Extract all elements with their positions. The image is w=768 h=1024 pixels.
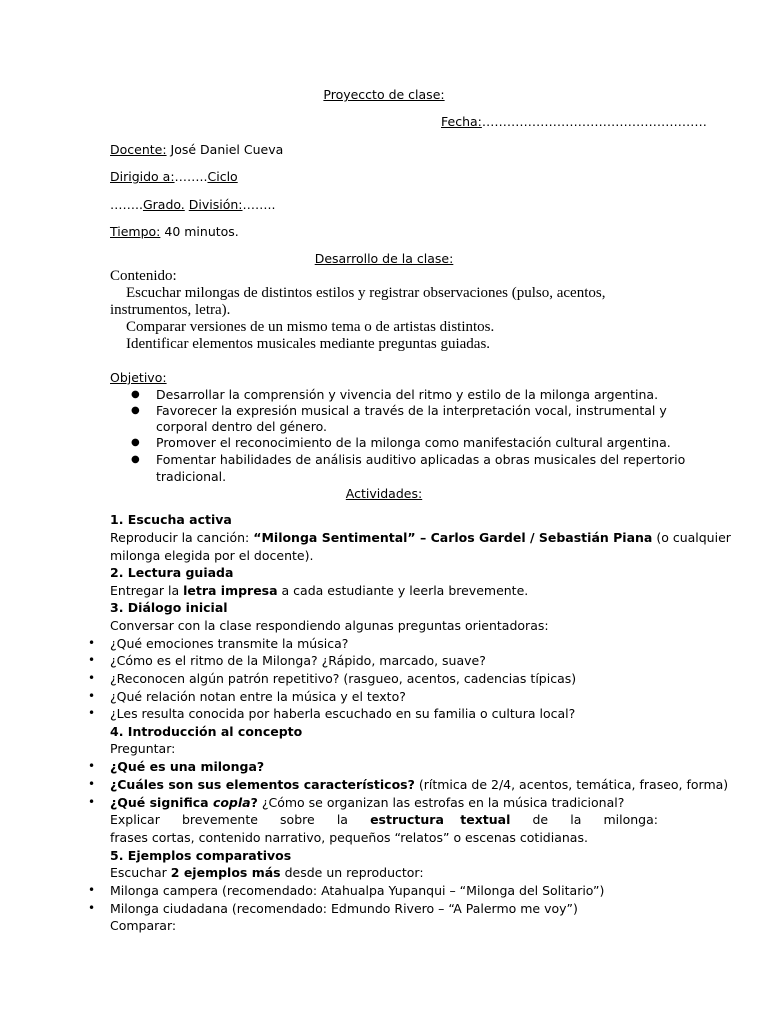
bullet: •: [88, 671, 96, 685]
bullet: •: [88, 883, 96, 897]
docente-value: José Daniel Cueva: [166, 142, 284, 157]
objetivo-item-3: Promover el reconocimiento de la milonga como manifestación cultural argentina.: [156, 435, 671, 450]
bullet: •: [88, 777, 96, 791]
estructura-textual: estructura textual: [370, 812, 511, 827]
concept-question-2-rest: (rítmica de 2/4, acentos, temática, fraseo, forma): [414, 777, 729, 792]
dirigido-line: [110, 168, 238, 185]
letra-impresa: letra impresa: [183, 583, 278, 598]
dirigido-dots: ……..: [174, 169, 208, 184]
ejemplos-mas: 2 ejemplos más: [170, 865, 281, 880]
question-1: ¿Qué emociones transmite la música?: [110, 636, 349, 651]
section-1-text-a: Reproducir la canción:: [110, 530, 254, 545]
copla-word: copla: [212, 795, 251, 810]
contenido-line-1: Escuchar milongas de distintos estilos y registrar observaciones (pulso, acentos,: [126, 285, 606, 301]
objetivo-item-4b: tradicional.: [156, 469, 227, 484]
preguntar-label: Preguntar:: [110, 741, 176, 756]
bullet: •: [88, 759, 96, 773]
dirigido-label: Dirigido a:: [110, 169, 175, 184]
section-1-text-c: (o cualquier: [652, 530, 731, 545]
bullet: •: [88, 795, 96, 809]
fecha-dots: ………………………………………………: [481, 114, 707, 129]
question-5: ¿Les resulta conocida por haberla escuchado en su familia o cultura local?: [110, 706, 576, 721]
tiempo-label: Tiempo:: [110, 224, 161, 239]
explicar-line-1: [110, 811, 658, 828]
section-4-heading: 4. Introducción al concepto: [110, 724, 303, 739]
objetivo-bullet-3: ●: [131, 437, 140, 448]
objetivo-label: Objetivo:: [110, 370, 167, 385]
section-5-line: [110, 864, 424, 881]
concept-question-2-bold: ¿Cuáles son sus elementos característicos?: [110, 777, 415, 792]
contenido-line-4: Identificar elementos musicales mediante preguntas guiadas.: [126, 336, 491, 352]
question-4: ¿Qué relación notan entre la música y el texto?: [110, 689, 406, 704]
grado-line: [110, 196, 275, 213]
objetivo-item-4a: Fomentar habilidades de análisis auditivo aplicadas a obras musicales del repertorio: [156, 452, 686, 467]
grado-label: Grado.: [142, 197, 185, 212]
grado-dots-1: ……..: [110, 197, 143, 212]
question-3: ¿Reconocen algún patrón repetitivo? (rasgueo, acentos, cadencias típicas): [110, 671, 577, 686]
comparar-label: Comparar:: [110, 918, 177, 933]
bullet: •: [88, 706, 96, 720]
section-1-heading: 1. Escucha activa: [110, 512, 232, 527]
objetivo-item-1: Desarrollar la comprensión y vivencia del ritmo y estilo de la milonga argentina.: [156, 387, 659, 402]
objetivo-bullet-4: ●: [131, 454, 140, 465]
tiempo-value: 40 minutos.: [160, 224, 239, 239]
section-2-heading: 2. Lectura guiada: [110, 565, 234, 580]
word: brevemente: [181, 812, 258, 827]
division-label: División:: [188, 197, 243, 212]
objetivo-item-2a: Favorecer la expresión musical a través de la interpretación vocal, instrumental y: [156, 403, 667, 418]
section-5-heading: 5. Ejemplos comparativos: [110, 848, 292, 863]
word: sobre: [280, 812, 315, 827]
docente-line: [110, 141, 283, 158]
contenido-label: Contenido:: [110, 268, 177, 284]
concept-question-3-rest: ¿Cómo se organizan las estrofas en la música tradicional?: [257, 795, 625, 810]
contenido-line-2: instrumentos, letra).: [110, 302, 231, 318]
song-title: “Milonga Sentimental” – Carlos Gardel / Sebastián Piana: [253, 530, 653, 545]
example-2: Milonga ciudadana (recomendado: Edmundo Rivero – “A Palermo me voy”): [110, 901, 578, 916]
section-5-text-a: Escuchar: [110, 865, 171, 880]
word: milonga:: [603, 812, 658, 827]
word: la: [570, 812, 582, 827]
desarrollo-title: Desarrollo de la clase:: [314, 251, 454, 266]
example-1: Milonga campera (recomendado: Atahualpa Yupanqui – “Milonga del Solitario”): [110, 883, 605, 898]
fecha-line: [441, 113, 707, 130]
question-2: ¿Cómo es el ritmo de la Milonga? ¿Rápido, marcado, suave?: [110, 653, 486, 668]
actividades-title: Actividades:: [345, 486, 423, 501]
section-3-intro: Conversar con la clase respondiendo algunas preguntas orientadoras:: [110, 618, 549, 633]
concept-question-1: ¿Qué es una milonga?: [110, 759, 265, 774]
concept-question-2: [110, 776, 728, 793]
objetivo-bullet-1: ●: [131, 389, 140, 400]
bullet: •: [88, 653, 96, 667]
contenido-line-3: Comparar versiones de un mismo tema o de artistas distintos.: [126, 319, 495, 335]
section-2-text-c: a cada estudiante y leerla brevemente.: [277, 583, 529, 598]
section-5-text-c: desde un reproductor:: [280, 865, 424, 880]
tiempo-line: [110, 223, 239, 240]
section-1-line-2: milonga elegida por el docente).: [110, 548, 314, 563]
explicar-line-2: frases cortas, contenido narrativo, pequeños “relatos” o escenas cotidianas.: [110, 830, 588, 845]
bullet: •: [88, 901, 96, 915]
section-2-text-a: Entregar la: [110, 583, 184, 598]
division-dots: ……..: [242, 197, 276, 212]
bullet: •: [88, 636, 96, 650]
section-1-line-1: [110, 529, 731, 546]
concept-question-3: [110, 794, 624, 811]
fecha-label: Fecha:: [441, 114, 482, 129]
docente-label: Docente:: [110, 142, 167, 157]
concept-question-3-a: ¿Qué significa: [110, 795, 213, 810]
word: de: [532, 812, 549, 827]
word: Explicar: [110, 812, 160, 827]
objetivo-bullet-2: ●: [131, 405, 140, 416]
project-title: Proyeccto de clase:: [323, 87, 445, 102]
section-3-heading: 3. Diálogo inicial: [110, 600, 228, 615]
concept-question-3-c: ?: [250, 795, 258, 810]
section-2-line: [110, 582, 528, 599]
ciclo-label: Ciclo: [207, 169, 238, 184]
word: la: [336, 812, 348, 827]
bullet: •: [88, 689, 96, 703]
objetivo-item-2b: corporal dentro del género.: [156, 419, 327, 434]
